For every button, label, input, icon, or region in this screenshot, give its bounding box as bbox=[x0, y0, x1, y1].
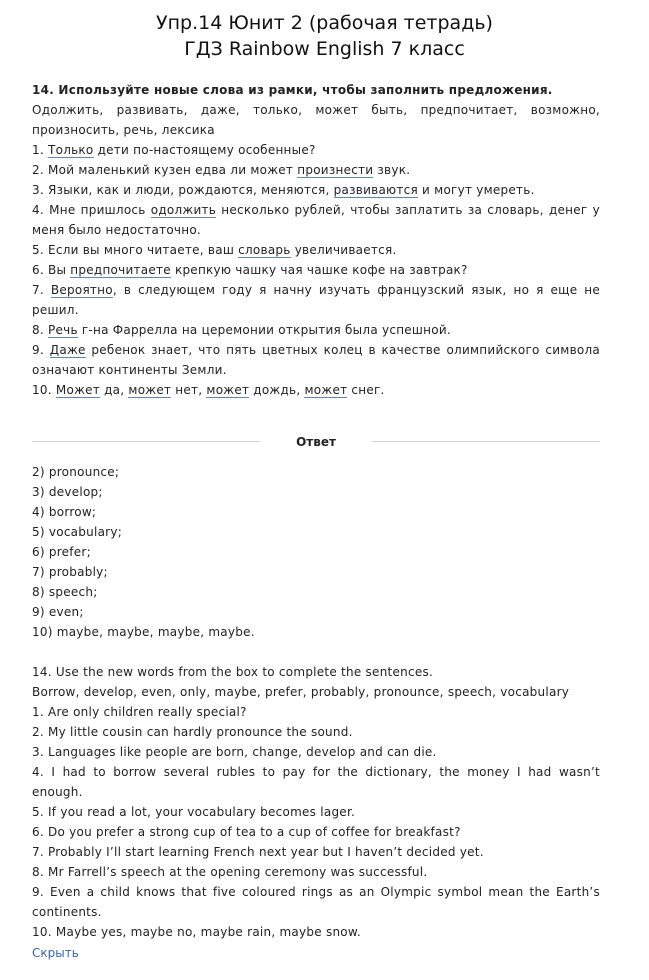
answer-word: произнести bbox=[297, 163, 374, 177]
task-en-sentence-4: 4. I had to borrow several rubles to pay for the dictionary, the money I had wasn’t bbox=[32, 765, 600, 779]
task-en-sentence-3: 3. Languages like people are born, change, develop and can die. bbox=[32, 745, 437, 759]
answer-item: 6) prefer; bbox=[32, 545, 91, 559]
sentence-text: , в следующем году я начну изучать французский язык, но я еще не bbox=[112, 283, 600, 297]
task-ru-sentence-5 bbox=[32, 240, 600, 260]
sentence-text: 10. bbox=[32, 383, 56, 397]
task-ru-sentence-8 bbox=[32, 320, 600, 340]
task-en-sentence-9: 9. Even a child knows that five coloured rings as an Olympic symbol mean the Earth’s bbox=[32, 885, 600, 899]
task-en-sentence-10: 10. Maybe yes, maybe no, maybe rain, maybe snow. bbox=[32, 925, 361, 939]
sentence-text: 5. Если вы много читаете, ваш bbox=[32, 243, 239, 257]
task-ru-sentence-9-cont: означают континенты Земли. bbox=[32, 363, 227, 377]
answer-item: 9) even; bbox=[32, 605, 84, 619]
sentence-text: и могут умереть. bbox=[417, 183, 535, 197]
task-ru-sentence-10 bbox=[32, 380, 600, 400]
sentence-text: да, bbox=[100, 383, 129, 397]
sentence-text: увеличивается. bbox=[290, 243, 397, 257]
task-ru-sentence-7 bbox=[32, 280, 600, 300]
divider bbox=[32, 441, 260, 442]
task-en-sentence-6: 6. Do you prefer a strong cup of tea to a cup of coffee for breakfast? bbox=[32, 825, 461, 839]
task-ru-words-line1: Одолжить, развивать, даже, только, может быть, предпочитает, возможно, bbox=[32, 103, 600, 117]
task-ru-sentence-4-cont: меня было недостаточно. bbox=[32, 223, 201, 237]
task-ru-sentence-6 bbox=[32, 260, 600, 280]
answer-word: может bbox=[128, 383, 172, 397]
task-ru-heading: 14. Используйте новые слова из рамки, чтобы заполнить предложения. bbox=[32, 83, 553, 97]
sentence-text: крепкую чашку чая чашке кофе на завтрак? bbox=[170, 263, 468, 277]
task-en-sentence-7: 7. Probably I’ll start learning French next year but I haven’t decided yet. bbox=[32, 845, 484, 859]
sentence-text: г-на Фаррелла на церемонии открытия была успешной. bbox=[77, 323, 451, 337]
sentence-text: несколько рублей, чтобы заплатить за словарь, денег у bbox=[216, 203, 600, 217]
task-ru-sentence-4 bbox=[32, 200, 600, 220]
answer-word: Только bbox=[48, 143, 94, 157]
task-en-sentence-4-cont: enough. bbox=[32, 785, 83, 799]
answer-word: может bbox=[206, 383, 250, 397]
sentence-text: звук. bbox=[373, 163, 411, 177]
task-en-words: Borrow, develop, even, only, maybe, prefer, probably, pronounce, speech, vocabulary bbox=[32, 685, 570, 699]
answer-item: 2) pronounce; bbox=[32, 465, 120, 479]
sentence-text: дождь, bbox=[249, 383, 305, 397]
answer-word: одолжить bbox=[150, 203, 217, 217]
task-ru-sentence-9 bbox=[32, 340, 600, 360]
answer-word: предпочитаете bbox=[70, 263, 171, 277]
page-title: Упр.14 Юнит 2 (рабочая тетрадь) bbox=[156, 12, 493, 34]
task-en-sentence-2: 2. My little cousin can hardly pronounce the sound. bbox=[32, 725, 353, 739]
sentence-text: снег. bbox=[347, 383, 385, 397]
task-ru-sentence-2 bbox=[32, 160, 600, 180]
task-en-sentence-9-cont: continents. bbox=[32, 905, 102, 919]
task-ru-sentence-7-cont: решил. bbox=[32, 303, 79, 317]
answer-item: 4) borrow; bbox=[32, 505, 97, 519]
answer-word: Может bbox=[55, 383, 101, 397]
page-subtitle: ГДЗ Rainbow English 7 класс bbox=[184, 38, 465, 60]
sentence-text: 8. bbox=[32, 323, 49, 337]
sentence-text: 7. bbox=[32, 283, 51, 297]
sentence-text: ребенок знает, что пять цветных колец в качестве олимпийского символа bbox=[85, 343, 601, 357]
answer-item: 7) probably; bbox=[32, 565, 108, 579]
sentence-text: нет, bbox=[171, 383, 207, 397]
answer-word: может bbox=[304, 383, 348, 397]
answer-word: Даже bbox=[49, 343, 86, 357]
answer-item: 10) maybe, maybe, maybe, maybe. bbox=[32, 625, 255, 639]
task-ru-words-line2: произносить, речь, лексика bbox=[32, 123, 215, 137]
sentence-text: дети по-настоящему особенные? bbox=[93, 143, 316, 157]
answer-heading: Ответ bbox=[296, 435, 336, 449]
task-en-heading: 14. Use the new words from the box to complete the sentences. bbox=[32, 665, 434, 679]
hide-link[interactable]: Скрыть bbox=[32, 946, 79, 960]
task-en-sentence-1: 1. Are only children really special? bbox=[32, 705, 247, 719]
sentence-text: 9. bbox=[32, 343, 50, 357]
task-ru-sentence-3 bbox=[32, 180, 600, 200]
answer-word: Речь bbox=[48, 323, 78, 337]
sentence-text: 2. Мой маленький кузен едва ли может bbox=[32, 163, 298, 177]
sentence-text: 4. Мне пришлось bbox=[32, 203, 151, 217]
sentence-text: 1. bbox=[32, 143, 49, 157]
answer-word: Вероятно bbox=[50, 283, 113, 297]
answer-word: развиваются bbox=[333, 183, 418, 197]
divider bbox=[372, 441, 600, 442]
task-en-sentence-8: 8. Mr Farrell’s speech at the opening ceremony was successful. bbox=[32, 865, 428, 879]
answer-item: 8) speech; bbox=[32, 585, 98, 599]
task-en-sentence-5: 5. If you read a lot, your vocabulary becomes lager. bbox=[32, 805, 356, 819]
answer-item: 5) vocabulary; bbox=[32, 525, 123, 539]
sentence-text: 6. Вы bbox=[32, 263, 71, 277]
answer-word: словарь bbox=[238, 243, 291, 257]
sentence-text: 3. Языки, как и люди, рождаются, меняются, bbox=[32, 183, 334, 197]
task-ru-sentence-1 bbox=[32, 140, 600, 160]
answer-item: 3) develop; bbox=[32, 485, 103, 499]
